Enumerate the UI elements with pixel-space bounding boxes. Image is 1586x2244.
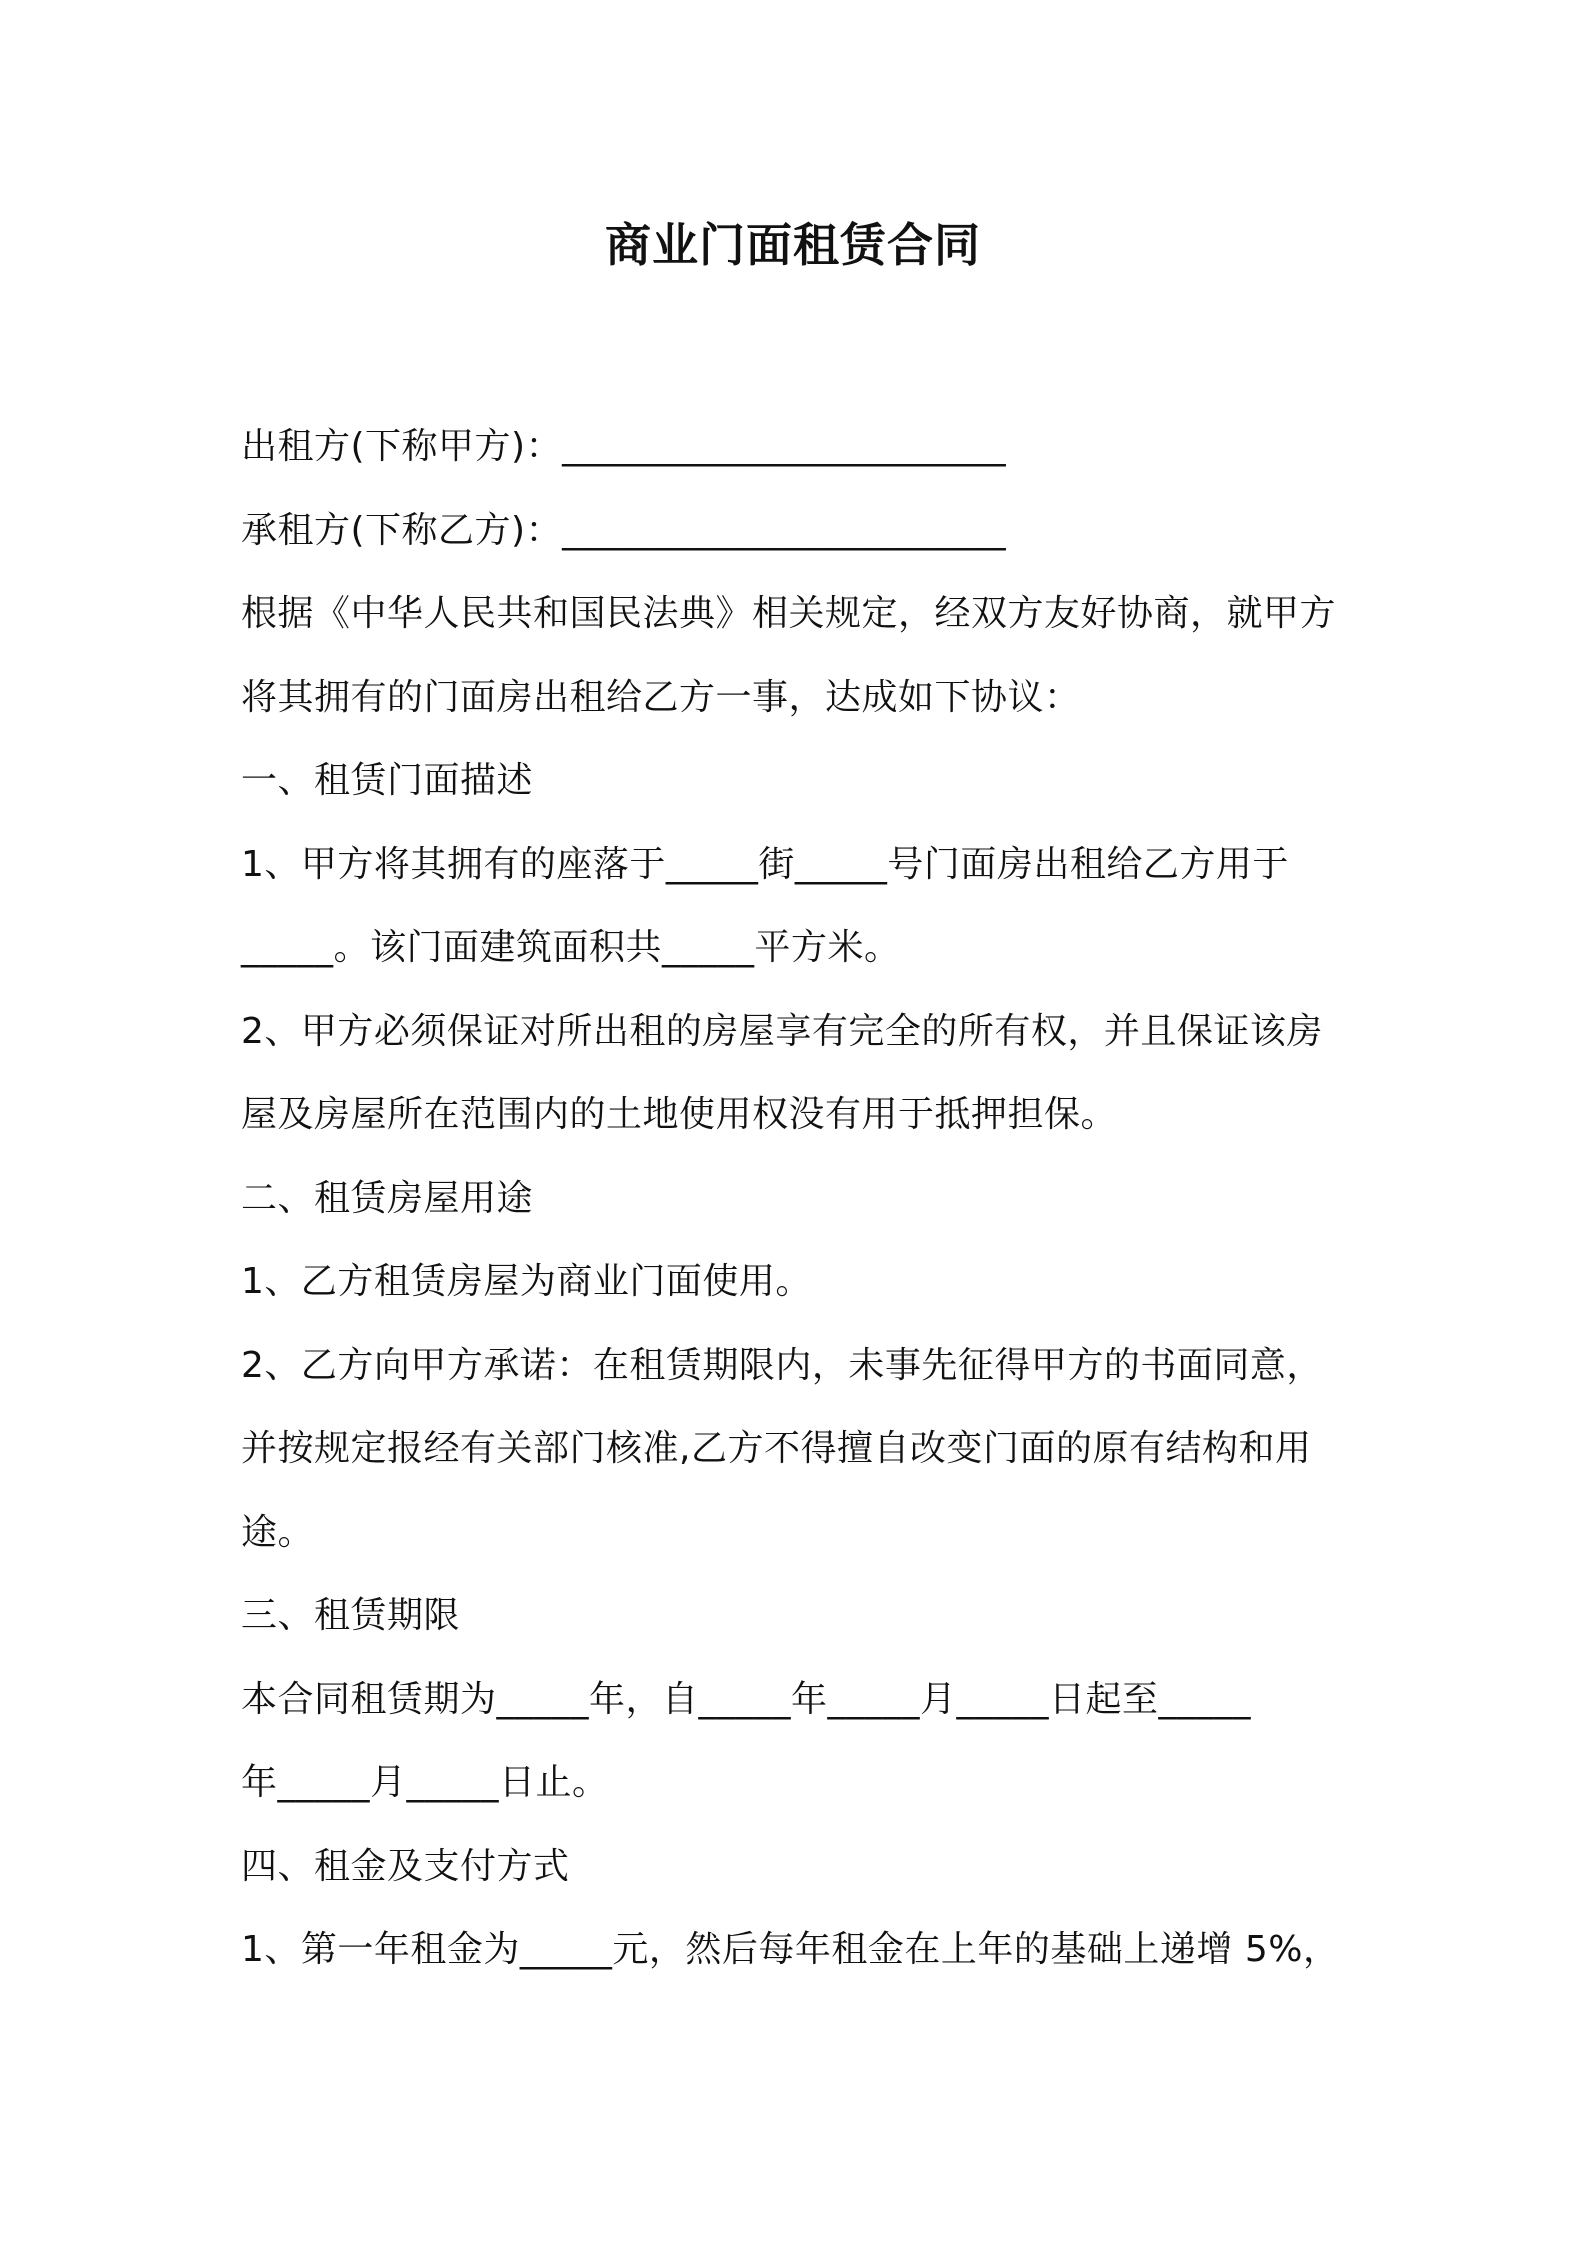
section-heading-3: 三、租赁期限 [241,1595,461,1636]
preamble-line-1: 根据《中华人民共和国民法典》相关规定，经双方友好协商，就甲方 [241,593,1337,634]
clause-2-2-line-3: 途。 [241,1511,315,1553]
section-heading-2: 二、租赁房屋用途 [241,1177,534,1219]
term-line-1: 本合同租赁期为_____年，自_____年_____月_____日起至_____ [241,1678,1252,1720]
clause-4-1-line-1: 1、第一年租金为_____元，然后每年租金在上年的基础上递增 5%， [241,1929,1340,1970]
lessee-line: 承租方(下称乙方)：________________________ [241,509,1007,551]
clause-1-1-line-1: 1、甲方将其拥有的座落于_____街_____号门面房出租给乙方用于 [241,843,1289,885]
preamble-line-2: 将其拥有的门面房出租给乙方一事，达成如下协议： [241,676,1081,718]
document-title: 商业门面租赁合同 [605,218,981,272]
clause-2-1: 1、乙方租赁房屋为商业门面使用。 [241,1261,812,1302]
lessor-line: 出租方(下称甲方)：________________________ [241,426,1007,467]
clause-2-2-line-2: 并按规定报经有关部门核准,乙方不得擅自改变门面的原有结构和用 [241,1428,1312,1469]
clause-1-2-line-2: 屋及房屋所在范围内的土地使用权没有用于抵押担保。 [241,1094,1118,1135]
section-heading-4: 四、租金及支付方式 [241,1845,570,1887]
clause-1-2-line-1: 2、甲方必须保证对所出租的房屋享有完全的所有权，并且保证该房 [241,1010,1323,1052]
term-line-2: 年_____月_____日止。 [241,1762,609,1803]
section-heading-1: 一、租赁门面描述 [241,760,534,801]
document-body [241,405,1361,1992]
clause-2-2-line-1: 2、乙方向甲方承诺：在租赁期限内，未事先征得甲方的书面同意， [241,1344,1323,1386]
clause-1-1-line-2: _____。该门面建筑面积共_____平方米。 [241,927,901,968]
